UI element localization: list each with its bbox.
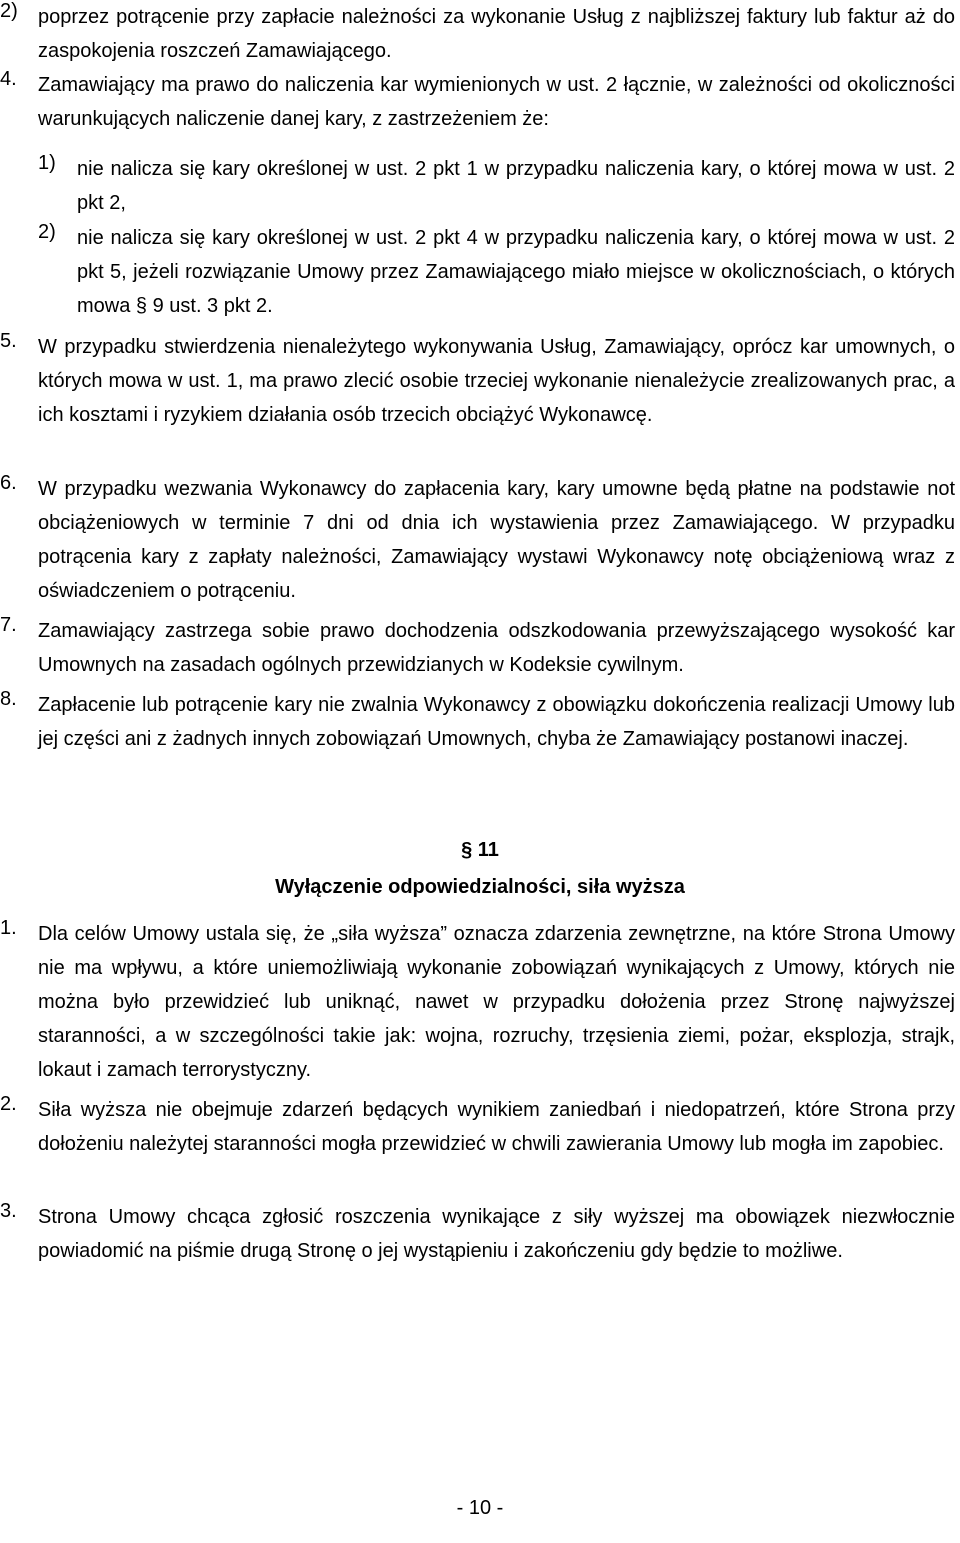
item-number: 1) [38,152,56,174]
list-item [0,330,955,432]
item-text: Siła wyższa nie obejmuje zdarzeń będących wynikiem zaniedbań i niedopatrzeń, które Strona przy dołożeniu należytej staranności mogła przewidzieć w chwili zawierania Umowy lub mogła im zapobiec. [38,1099,955,1155]
item-text: Zapłacenie lub potrącenie kary nie zwalnia Wykonawcy z obowiązku dokończenia realizacji Umowy lub jej części ani z żadnych innych zobowiązań Umownych, chyba że Zamawiający postanowi inaczej. [38,694,955,750]
item-number: 1. [0,917,17,939]
item-text: Dla celów Umowy ustala się, że „siła wyższa” oznacza zdarzenia zewnętrzne, na które Strona Umowy nie ma wpływu, a które uniemożliwiają wykonanie zobowiązań wynikających z Umowy, których nie można było przewidzieć lub uniknąć, nawet w przypadku dołożenia przez Stronę najwyższej staranności, a w szczególności takie jak: wojna, rozruchy, trzęsienia ziemi, pożar, eksplozja, strajk, lokaut i zamach terrorystyczny. [38,923,955,1081]
list-item [0,614,955,682]
list-item [0,688,955,756]
list-item [0,472,955,608]
item-text: poprzez potrącenie przy zapłacie należności za wykonanie Usług z najbliższej faktury lub faktur aż do zaspokojenia roszczeń Zamawiającego. [38,6,955,62]
item-number: 2) [38,221,56,243]
item-number: 2. [0,1093,17,1115]
item-text: nie nalicza się kary określonej w ust. 2 pkt 1 w przypadku naliczenia kary, o której mowa w ust. 2 pkt 2, [77,158,955,214]
list-item [0,1200,955,1268]
list-item [0,68,955,136]
item-text: Strona Umowy chcąca zgłosić roszczenia wynikające z siły wyższej ma obowiązek niezwłocznie powiadomić na piśmie drugą Stronę o jej wystąpieniu i zakończeniu gdy będzie to możliwe. [38,1206,955,1262]
item-number: 4. [0,68,17,90]
item-number: 5. [0,330,17,352]
item-number: 8. [0,688,17,710]
list-item [0,1093,955,1161]
item-text: W przypadku stwierdzenia nienależytego wykonywania Usług, Zamawiający, oprócz kar umownych, o których mowa w ust. 1, ma prawo zlecić osobie trzeciej wykonanie nienależycie zrealizowanych prac, a ich kosztami i ryzykiem działania osób trzecich obciążyć Wykonawcę. [38,336,955,426]
section-number: § 11 [461,839,499,861]
section-title: Wyłączenie odpowiedzialności, siła wyższa [275,876,685,898]
item-text: W przypadku wezwania Wykonawcy do zapłacenia kary, kary umowne będą płatne na podstawie not obciążeniowych w terminie 7 dni od dnia ich wystawienia przez Zamawiającego. W przypadku potrącenia kary z zapłaty należności, Zamawiający wystawi Wykonawcy notę obciążeniową wraz z oświadczeniem o potrąceniu. [38,478,955,602]
item-number: 6. [0,472,17,494]
page-number: - 10 - [456,1497,504,1519]
item-text: Zamawiający zastrzega sobie prawo dochodzenia odszkodowania przewyższającego wysokość kar Umownych na zasadach ogólnych przewidzianych w Kodeksie cywilnym. [38,620,955,676]
item-number: 7. [0,614,17,636]
sub-list-item [0,221,955,323]
list-item [0,917,955,1087]
item-text: nie nalicza się kary określonej w ust. 2 pkt 4 w przypadku naliczenia kary, o której mowa w ust. 2 pkt 5, jeżeli rozwiązanie Umowy przez Zamawiającego miało miejsce w okolicznościach, o których mowa § 9 ust. 3 pkt 2. [77,227,955,317]
sub-list-item [0,152,955,220]
item-number: 2) [0,0,18,22]
item-text: Zamawiający ma prawo do naliczenia kar wymienionych w ust. 2 łącznie, w zależności od okoliczności warunkujących naliczenie danej kary, z zastrzeżeniem że: [38,74,955,130]
list-item [0,0,955,68]
item-number: 3. [0,1200,17,1222]
